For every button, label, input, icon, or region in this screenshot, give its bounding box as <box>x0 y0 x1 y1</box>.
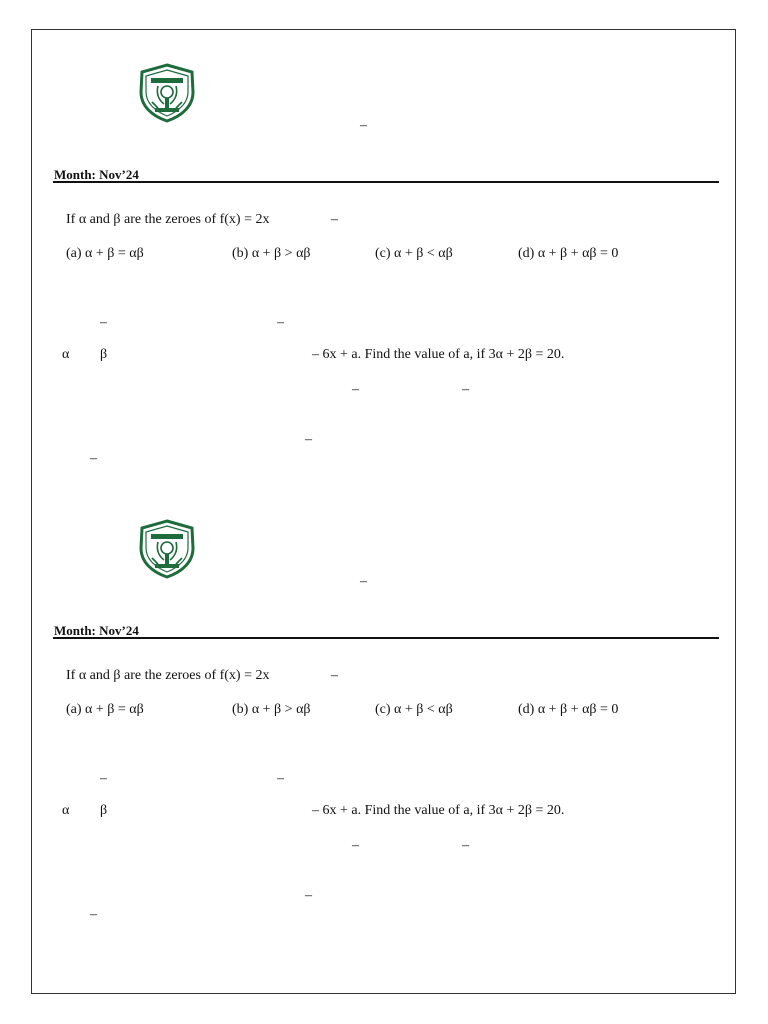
header-rule <box>53 181 719 183</box>
header-rule <box>53 637 719 639</box>
question-2-text: – 6x + a. Find the value of a, if 3α + 2β = 20. <box>312 803 565 818</box>
dash-mark: – <box>305 432 312 447</box>
dash-mark: – <box>90 907 97 922</box>
alpha-symbol: α <box>62 803 70 818</box>
dash-mark: – <box>352 382 359 397</box>
header-dash: – <box>360 118 367 133</box>
school-crest-logo <box>136 518 198 580</box>
worksheet-section-1 <box>0 0 768 466</box>
option-b: (b) α + β > αβ <box>232 702 311 717</box>
beta-symbol: β <box>100 347 108 362</box>
dash-mark: – <box>90 451 97 466</box>
dash-mark: – <box>100 771 107 786</box>
option-d: (d) α + β + αβ = 0 <box>518 702 619 717</box>
alpha-symbol: α <box>62 347 70 362</box>
month-label: Month: Nov’24 <box>54 167 139 182</box>
month-label: Month: Nov’24 <box>54 623 139 638</box>
question-1-dash: – <box>331 668 338 683</box>
dash-mark: – <box>305 888 312 903</box>
option-b: (b) α + β > αβ <box>232 246 311 261</box>
option-c: (c) α + β < αβ <box>375 702 453 717</box>
dash-mark: – <box>352 838 359 853</box>
dash-mark: – <box>100 315 107 330</box>
school-crest-logo <box>136 62 198 124</box>
dash-mark: – <box>277 315 284 330</box>
question-1-text: If α and β are the zeroes of f(x) = 2x <box>66 212 270 227</box>
beta-symbol: β <box>100 803 108 818</box>
option-c: (c) α + β < αβ <box>375 246 453 261</box>
question-2-text: – 6x + a. Find the value of a, if 3α + 2β = 20. <box>312 347 565 362</box>
question-1-dash: – <box>331 212 338 227</box>
dash-mark: – <box>277 771 284 786</box>
question-1-text: If α and β are the zeroes of f(x) = 2x <box>66 668 270 683</box>
option-a: (a) α + β = αβ <box>66 702 144 717</box>
dash-mark: – <box>462 382 469 397</box>
header-dash: – <box>360 574 367 589</box>
dash-mark: – <box>462 838 469 853</box>
option-a: (a) α + β = αβ <box>66 246 144 261</box>
worksheet-section-2 <box>0 456 768 922</box>
option-d: (d) α + β + αβ = 0 <box>518 246 619 261</box>
